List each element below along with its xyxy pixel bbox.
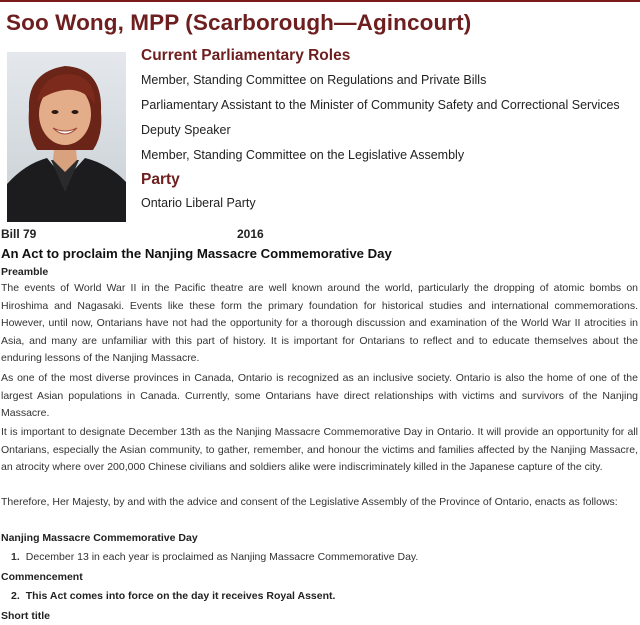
party-heading: Party: [141, 171, 180, 188]
portrait-image: [7, 52, 126, 222]
role-item: Parliamentary Assistant to the Minister of Community Safety and Correctional Services: [141, 98, 620, 112]
section-heading: Nanjing Massacre Commemorative Day: [1, 532, 198, 544]
section-heading: Commencement: [1, 571, 83, 583]
header-bar: [0, 0, 640, 42]
preamble-paragraph: The events of World War II in the Pacific theatre are well known around the world, particularly the dropping of atomic bombs on Hiroshima and Nagasaki. Events like these form the primary foundation for historical studies and international commemorations. However, until now, Ontarians have not had the opportunity for a thorough discussion and examination of the World War II atrocities in Asia, and many are unfamiliar with this part of history. It is important for Ontarians to reflect and to educate themselves about the enduring lessons of the Nanjing Massacre.: [1, 282, 638, 364]
preamble-paragraph: It is important to designate December 13th as the Nanjing Massacre Commemorative Day in Ontario. It will provide an opportunity for all Ontarians, especially the Asian community, to gather, remember, and honour the victims and families affected by the Nanjing Massacre, an atrocity where over 200,000 Chinese civilians and soldiers alike were indiscriminately killed in the Japanese capture of the city.: [1, 426, 638, 473]
bill-title: An Act to proclaim the Nanjing Massacre Commemorative Day: [1, 246, 392, 261]
preamble-paragraph: Therefore, Her Majesty, by and with the advice and consent of the Legislative Assembly of the Province of Ontario, enacts as follows:: [1, 496, 618, 508]
list-item: [11, 590, 335, 602]
section-heading: Short title: [1, 610, 50, 622]
role-item: Member, Standing Committee on Regulations and Private Bills: [141, 73, 487, 87]
page-title: Soo Wong, MPP (Scarborough—Agincourt): [6, 10, 472, 35]
section-number: 2.: [11, 590, 20, 602]
role-item: Deputy Speaker: [141, 123, 231, 137]
section-text: This Act comes into force on the day it receives Royal Assent.: [25, 590, 336, 602]
bill-year: 2016: [237, 227, 264, 241]
bill-number: Bill 79: [1, 227, 37, 241]
section-text: December 13 in each year is proclaimed as Nanjing Massacre Commemorative Day.: [25, 551, 419, 563]
profile-photo: [7, 52, 126, 222]
preamble-heading: Preamble: [1, 266, 49, 278]
roles-heading: Current Parliamentary Roles: [141, 47, 351, 64]
section-number: 1.: [11, 551, 20, 563]
list-item: [11, 551, 418, 563]
preamble-paragraph: As one of the most diverse provinces in Canada, Ontario is recognized as an inclusive society. Ontario is also the home of one of the largest Asian populations in Canada. Currently, some Ontarians have direct relationships with victims and survivors of the Nanjing Massacre.: [1, 372, 638, 419]
role-item: Member, Standing Committee on the Legislative Assembly: [141, 148, 465, 162]
party-name: Ontario Liberal Party: [141, 196, 256, 210]
